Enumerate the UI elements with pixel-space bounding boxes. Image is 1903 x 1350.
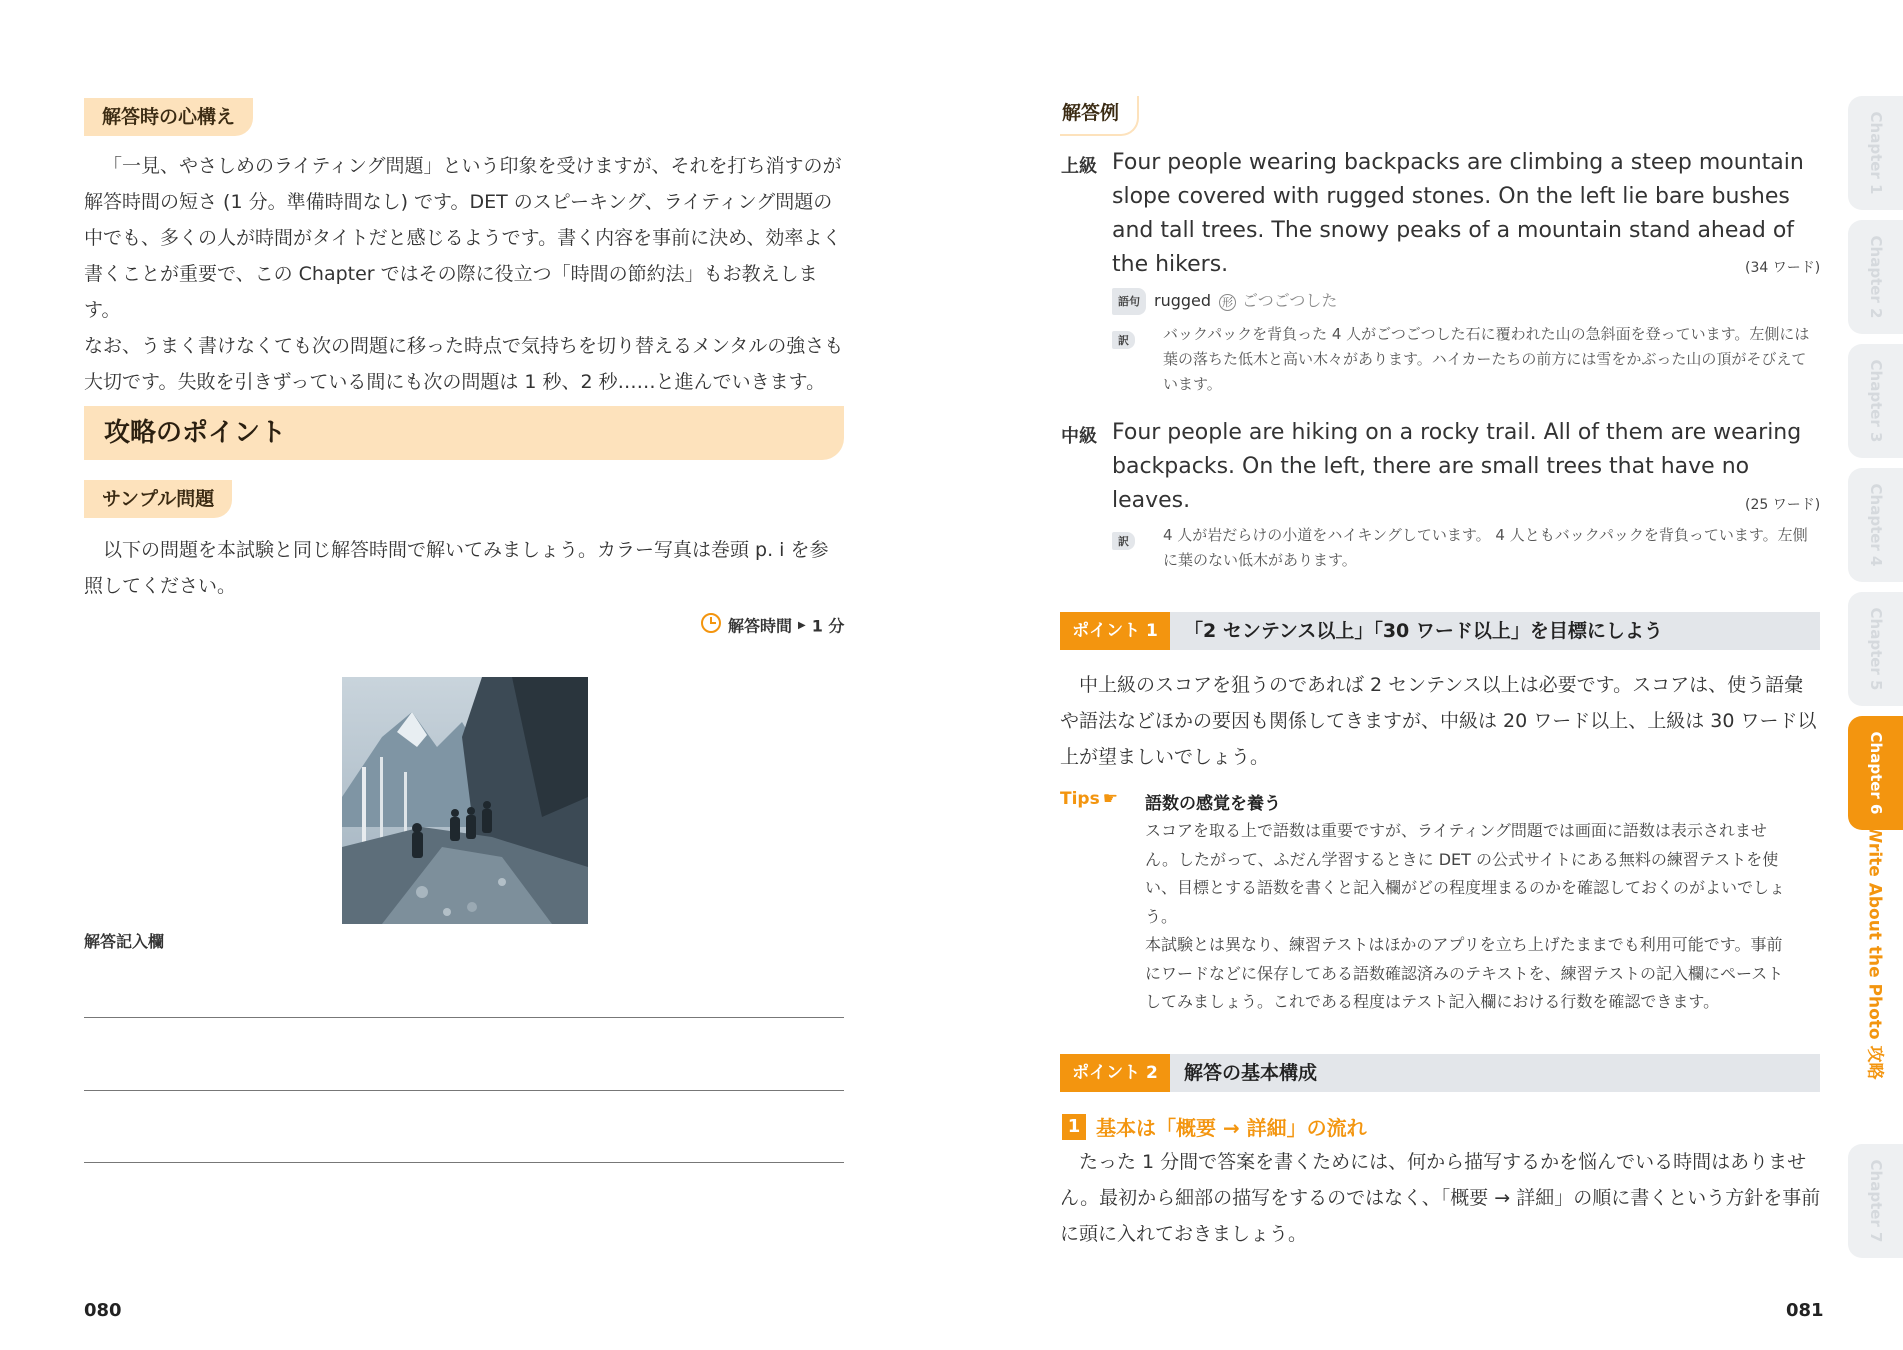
adv-trans-line-3: います。 — [1163, 375, 1222, 393]
tab-chapter-3[interactable] — [1848, 344, 1903, 458]
p1-line-1: 中上級のスコアを狙うのであれば 2 センテンス以上は必要です。スコアは、使う語彙 — [1079, 674, 1804, 696]
point-1-title: 「2 センテンス以上」「30 ワード以上」を目標にしよう — [1184, 620, 1663, 642]
section-tag-mindset: 解答時の心構え — [84, 98, 253, 136]
answer-line-1[interactable] — [84, 1017, 844, 1018]
vocab-meaning: ごつごつした — [1242, 291, 1338, 310]
section-tag-sample: サンプル問題 — [84, 480, 232, 518]
point-2-title: 解答の基本構成 — [1184, 1062, 1318, 1084]
pointing-hand-icon: ☛ — [1102, 789, 1118, 809]
advanced-line-4: the hikers. — [1112, 252, 1229, 277]
advanced-line-1: Four people wearing backpacks are climbing a steep mountain — [1112, 150, 1804, 175]
tips-line-6: にワードなどに保存してある語数確認済みのテキストを、練習テストの記入欄にペースト — [1145, 963, 1784, 983]
tab-chapter-6[interactable] — [1848, 716, 1903, 830]
s1-line-3: に頭に入れておきましょう。 — [1060, 1223, 1308, 1245]
adv-trans-line-1: バックパックを背負った 4 人がごつごつした石に覆われた山の急斜面を登っています。左側には — [1163, 325, 1810, 343]
tab-chapter-1-label: Chapter 1 — [1866, 111, 1885, 195]
tab-chapter-4-label: Chapter 4 — [1866, 483, 1885, 567]
subsection-1-title: 基本は「概要 → 詳細」の流れ — [1096, 1116, 1367, 1140]
point-2-bar — [1060, 1054, 1820, 1092]
tab-chapter-6-label: Chapter 6 — [1866, 731, 1885, 815]
side-title-text: Write About the Photo 攻略 — [1864, 824, 1885, 1080]
side-title — [1862, 824, 1892, 1080]
tab-chapter-5[interactable] — [1848, 592, 1903, 706]
trans-chip-intermediate — [1112, 530, 1143, 550]
sample-line-2: 照してください。 — [84, 575, 237, 597]
vocab-word: rugged — [1154, 291, 1212, 310]
trans-chip-label: 訳 — [1112, 331, 1135, 349]
tips-line-4: う。 — [1145, 906, 1178, 926]
intermediate-line-1: Four people are hiking on a rocky trail. All of them are wearing — [1112, 420, 1802, 445]
page-number-left: 080 — [84, 1300, 122, 1321]
tab-chapter-4[interactable] — [1848, 468, 1903, 582]
section-heading-strategy — [84, 406, 844, 460]
s1-line-2: ん。最初から細部の描写をするのではなく、「概要 → 詳細」の順に書くという方針を事前 — [1060, 1187, 1821, 1209]
mindset-paragraph — [84, 148, 854, 400]
intermediate-wordcount: (25 ワード) — [1745, 497, 1821, 513]
mindset-line-6: 大切です。失敗を引きずっている間にも次の問題は 1 秒、2 秒……と進んでいきます。 — [84, 371, 826, 393]
vocab-row — [1112, 288, 1337, 315]
strategy-heading-text: 攻略のポイント — [104, 418, 287, 448]
sample-paragraph — [84, 532, 854, 604]
tips-title: 語数の感覚を養う — [1145, 794, 1281, 814]
page-number-right: 081 — [1786, 1300, 1824, 1321]
answer-line-3[interactable] — [84, 1162, 844, 1163]
advanced-wordcount: (34 ワード) — [1745, 260, 1821, 276]
advanced-translation — [1163, 322, 1823, 397]
time-value: 1 分 — [811, 616, 845, 636]
answer-line-2[interactable] — [84, 1090, 844, 1091]
int-trans-line-1: 4 人が岩だらけの小道をハイキングしています。 4 人ともバックパックを背負っています。左側 — [1163, 526, 1808, 544]
answer-field-label: 解答記入欄 — [84, 932, 165, 951]
clock-icon — [700, 612, 722, 638]
int-trans-line-2: に葉のない低木があります。 — [1163, 551, 1357, 569]
advanced-line-3: and tall trees. The snowy peaks of a mountain stand ahead of — [1112, 218, 1795, 243]
intermediate-answer — [1112, 416, 1832, 518]
tab-chapter-2[interactable] — [1848, 220, 1903, 334]
answer-time — [700, 612, 844, 636]
mindset-line-4: 書くことが重要で、この Chapter ではその際に役立つ「時間の節約法」もお教えします。 — [84, 263, 818, 321]
trans-chip-label-2: 訳 — [1112, 532, 1135, 550]
intermediate-line-3: leaves. — [1112, 488, 1191, 513]
tips-line-5: 本試験とは異なり、練習テストはほかのアプリを立ち上げたままでも利用可能です。事前 — [1145, 935, 1783, 954]
tips-paragraph — [1145, 817, 1825, 1017]
subsection-1-heading — [1062, 1112, 1367, 1138]
tab-chapter-5-label: Chapter 5 — [1866, 607, 1885, 691]
point-1-label: ポイント 1 — [1060, 612, 1170, 650]
subsection-1-number: 1 — [1062, 1114, 1086, 1140]
level-intermediate: 中級 — [1061, 426, 1097, 447]
tab-chapter-3-label: Chapter 3 — [1866, 359, 1885, 443]
tips-label — [1060, 789, 1118, 809]
time-label: 解答時間 — [728, 616, 793, 636]
mindset-line-3: 中でも、多くの人が時間がタイトだと感じるようです。書く内容を事前に決め、効率よく — [84, 227, 842, 249]
mindset-line-2: 解答時間の短さ (1 分。準備時間なし) です。DET のスピーキング、ライティング問題の — [84, 191, 833, 213]
subsection-1-paragraph — [1060, 1144, 1830, 1252]
sample-line-1: 以下の問題を本試験と同じ解答時間で解いてみましょう。カラー写真は巻頭 p. i を参 — [103, 539, 829, 561]
tab-chapter-1[interactable] — [1848, 96, 1903, 210]
p1-line-3: 上が望ましいでしょう。 — [1060, 746, 1270, 768]
pos-adjective-icon: 形 — [1219, 294, 1236, 311]
adv-trans-line-2: 葉の落ちた低木と高い木々があります。ハイカーたちの前方には雪をかぶった山の頂がそびえて — [1163, 350, 1807, 368]
tips-label-text: Tips — [1060, 789, 1100, 809]
mindset-line-5: なお、うまく書けなくても次の問題に移った時点で気持ちを切り替えるメンタルの強さも — [84, 335, 844, 357]
tab-chapter-7-label: Chapter 7 — [1866, 1159, 1885, 1243]
trans-chip-advanced — [1112, 329, 1143, 349]
point-1-bar — [1060, 612, 1820, 650]
hiking-photo — [342, 677, 588, 924]
mindset-line-1: 「一見、やさしめのライティング問題」という印象を受けますが、それを打ち消すのが — [103, 155, 842, 177]
tab-chapter-2-label: Chapter 2 — [1866, 235, 1885, 319]
tips-line-3: い、目標とする語数を書くと記入欄がどの程度埋まるのかを確認しておくのがよいでしょ — [1145, 878, 1786, 897]
intermediate-line-2: backpacks. On the left, there are small trees that have no — [1112, 454, 1750, 479]
vocab-chip: 語句 — [1112, 288, 1146, 315]
tips-line-2: ん。したがって、ふだん学習するときに DET の公式サイトにある無料の練習テストを使 — [1145, 849, 1779, 869]
point-2-label: ポイント 2 — [1060, 1054, 1170, 1092]
s1-line-1: たった 1 分間で答案を書くためには、何から描写するかを悩んでいる時間はありませ — [1079, 1151, 1807, 1173]
triangle-icon: ▶ — [798, 619, 806, 631]
advanced-line-2: slope covered with rugged stones. On the left lie bare bushes — [1112, 184, 1790, 209]
tips-line-1: スコアを取る上で語数は重要ですが、ライティング問題では画面に語数は表示されませ — [1145, 821, 1767, 840]
level-advanced: 上級 — [1061, 156, 1097, 177]
p1-line-2: や語法などほかの要因も関係してきますが、中級は 20 ワード以上、上級は 30 ワード以 — [1060, 710, 1817, 732]
intermediate-translation — [1163, 523, 1823, 573]
point-1-paragraph — [1060, 667, 1830, 775]
tab-chapter-7[interactable] — [1848, 1144, 1903, 1258]
tips-line-7: してみましょう。これである程度はテスト記入欄における行数を確認できます。 — [1145, 992, 1720, 1011]
section-tag-example: 解答例 — [1060, 96, 1139, 136]
advanced-answer — [1112, 146, 1832, 282]
